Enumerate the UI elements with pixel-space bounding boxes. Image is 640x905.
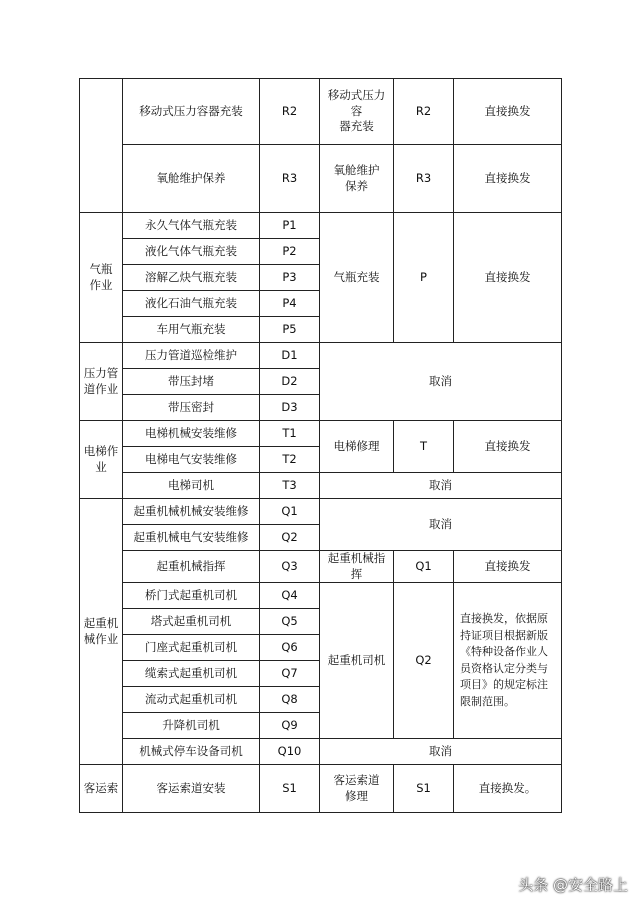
table-cell: 起重机械指挥	[320, 551, 394, 583]
table-cell: 车用气瓶充装	[123, 317, 260, 343]
table-cell: 直接换发，依据原持证项目根据新版《特种设备作业人员资格认定分类与项目》的规定标注限制范围。	[454, 583, 562, 739]
table-cell: 流动式起重机司机	[123, 687, 260, 713]
table-cell: 溶解乙炔气瓶充装	[123, 265, 260, 291]
table-row	[80, 343, 562, 369]
table-cell: 氧舱维护 保养	[320, 145, 394, 213]
table-row	[80, 739, 562, 765]
table-cell: 直接换发	[454, 79, 562, 145]
table-cell: 永久气体气瓶充装	[123, 213, 260, 239]
table-cell: 压力管道巡检维护	[123, 343, 260, 369]
table-cell: 客运索道 修理	[320, 765, 394, 813]
table-cell: P3	[260, 265, 320, 291]
table-cell: D1	[260, 343, 320, 369]
table-cell: Q1	[260, 499, 320, 525]
table-cell: R2	[260, 79, 320, 145]
table-cell: 门座式起重机司机	[123, 635, 260, 661]
table-cell: 带压密封	[123, 395, 260, 421]
table-cell: 直接换发	[454, 551, 562, 583]
table-row	[80, 551, 562, 583]
table-cell: P2	[260, 239, 320, 265]
table-cell: 电梯司机	[123, 473, 260, 499]
table-cell: 移动式压力容器充装	[123, 79, 260, 145]
table-cell	[80, 79, 123, 213]
table-cell: 升降机司机	[123, 713, 260, 739]
table-cell: 起重机 械作业	[80, 499, 123, 765]
table-cell: 起重机械机械安装维修	[123, 499, 260, 525]
table-cell: D3	[260, 395, 320, 421]
table-cell: 取消	[320, 473, 562, 499]
table-cell: 液化石油气瓶充装	[123, 291, 260, 317]
table-cell: 缆索式起重机司机	[123, 661, 260, 687]
table-cell: 移动式压力容 器充装	[320, 79, 394, 145]
table-cell: Q2	[394, 583, 454, 739]
table-cell: 带压封堵	[123, 369, 260, 395]
table-cell: 电梯机械安装维修	[123, 421, 260, 447]
table-cell: S1	[394, 765, 454, 813]
table-cell: P4	[260, 291, 320, 317]
table-cell: 液化气体气瓶充装	[123, 239, 260, 265]
table-cell: Q10	[260, 739, 320, 765]
table-cell: 塔式起重机司机	[123, 609, 260, 635]
table-cell: T1	[260, 421, 320, 447]
table-row	[80, 499, 562, 525]
table-row	[80, 583, 562, 609]
table-cell: 电梯修理	[320, 421, 394, 473]
table-row	[80, 765, 562, 813]
table-cell: 桥门式起重机司机	[123, 583, 260, 609]
table-row	[80, 421, 562, 447]
table-cell: S1	[260, 765, 320, 813]
table-cell: R2	[394, 79, 454, 145]
table-cell: 直接换发	[454, 421, 562, 473]
table-cell: D2	[260, 369, 320, 395]
table-cell: 起重机械电气安装维修	[123, 525, 260, 551]
table-cell: 电梯作 业	[80, 421, 123, 499]
table-cell: 起重机司机	[320, 583, 394, 739]
table-cell: 气瓶充装	[320, 213, 394, 343]
table-cell: P1	[260, 213, 320, 239]
table-cell: P	[394, 213, 454, 343]
table-cell: P5	[260, 317, 320, 343]
table-cell: 机械式停车设备司机	[123, 739, 260, 765]
table-cell: 取消	[320, 499, 562, 551]
table-cell: 取消	[320, 739, 562, 765]
table-row	[80, 473, 562, 499]
table-cell: 取消	[320, 343, 562, 421]
watermark: 头条 @安全路上	[518, 876, 628, 894]
table-row	[80, 79, 562, 145]
table-cell: T2	[260, 447, 320, 473]
table-cell: 客运索	[80, 765, 123, 813]
table-cell: Q2	[260, 525, 320, 551]
table-cell: R3	[394, 145, 454, 213]
table-cell: 直接换发。	[454, 765, 562, 813]
table-cell: Q1	[394, 551, 454, 583]
table-cell: 电梯电气安装维修	[123, 447, 260, 473]
table-row	[80, 145, 562, 213]
qualification-table	[79, 78, 562, 813]
table-cell: Q9	[260, 713, 320, 739]
table-cell: 压力管 道作业	[80, 343, 123, 421]
table-cell: Q7	[260, 661, 320, 687]
table-cell: Q3	[260, 551, 320, 583]
table-cell: R3	[260, 145, 320, 213]
table-row	[80, 213, 562, 239]
table-body	[80, 79, 562, 813]
table-cell: Q5	[260, 609, 320, 635]
table-cell: 氧舱维护保养	[123, 145, 260, 213]
table-cell: T	[394, 421, 454, 473]
table-cell: T3	[260, 473, 320, 499]
table-cell: 直接换发	[454, 145, 562, 213]
table-cell: 客运索道安装	[123, 765, 260, 813]
table-cell: Q4	[260, 583, 320, 609]
table-cell: 气瓶 作业	[80, 213, 123, 343]
table-cell: 起重机械指挥	[123, 551, 260, 583]
table-cell: 直接换发	[454, 213, 562, 343]
table-cell: Q8	[260, 687, 320, 713]
table-cell: Q6	[260, 635, 320, 661]
